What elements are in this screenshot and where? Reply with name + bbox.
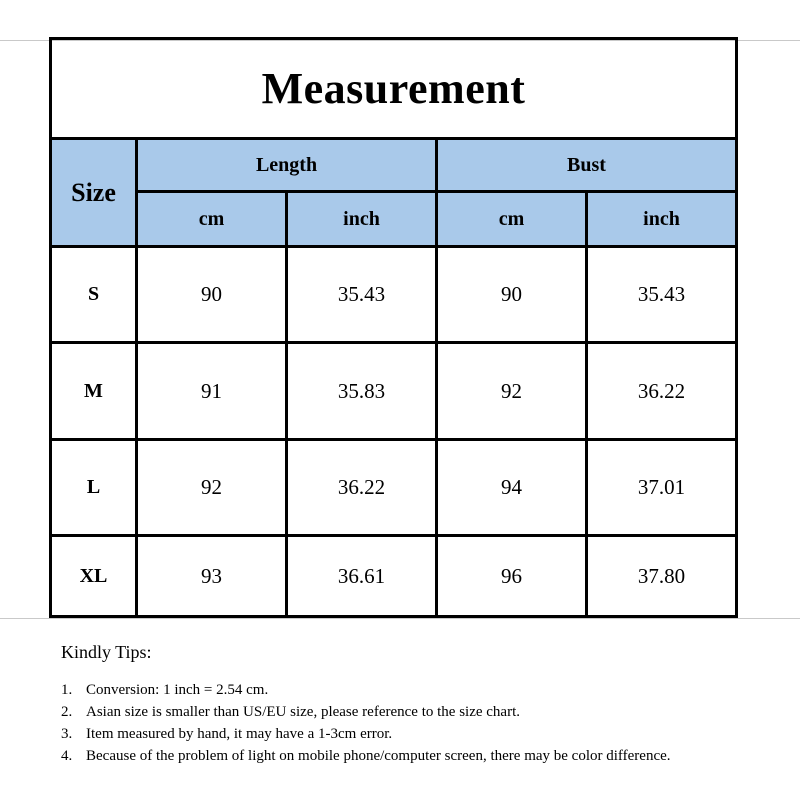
bust-cm-cell: 94 [438,441,588,537]
bust-cm-cell: 96 [438,537,588,615]
size-cell: XL [52,537,138,615]
tip-text: Item measured by hand, it may have a 1-3cm error. [86,726,393,742]
tips-section [61,642,761,767]
tip-number: 3. [61,726,73,742]
length-cm-cell: 93 [138,537,288,615]
tip-text: Conversion: 1 inch = 2.54 cm. [86,682,269,698]
tip-item [61,723,761,745]
tip-item [61,745,761,767]
bust-inch-cell: 37.01 [588,441,735,537]
bottom-divider-line [0,618,800,619]
bust-cm-cell: 90 [438,248,588,344]
tip-number: 2. [61,704,73,720]
tips-list [61,679,761,767]
size-cell: L [52,441,138,537]
length-inch-cell: 36.22 [288,441,438,537]
length-group-header: Length [138,140,438,193]
tip-item [61,701,761,723]
bust-group-header: Bust [438,140,735,193]
tip-text: Because of the problem of light on mobile phone/computer screen, there may be color difference. [86,748,671,764]
bust-inch-header: inch [588,193,735,248]
size-cell: M [52,344,138,441]
length-inch-cell: 36.61 [288,537,438,615]
length-cm-header: cm [138,193,288,248]
length-cm-cell: 90 [138,248,288,344]
table-title: Measurement [52,40,735,140]
tips-title: Kindly Tips: [61,642,152,662]
bust-inch-cell: 37.80 [637,563,686,588]
size-chart-table [49,37,738,618]
length-inch-cell: 35.83 [288,344,438,441]
bust-inch-cell: 35.43 [588,248,735,344]
length-cm-cell: 92 [138,441,288,537]
tip-item [61,679,761,701]
length-cm-cell: 91 [138,344,288,441]
bust-inch-cell: 36.22 [588,344,735,441]
length-inch-cell: 35.43 [288,248,438,344]
size-cell: S [52,248,138,344]
tip-text: Asian size is smaller than US/EU size, please reference to the size chart. [86,704,520,720]
bust-cm-header: cm [438,193,588,248]
length-inch-header: inch [288,193,438,248]
tip-number: 4. [61,748,73,764]
size-column-header: Size [52,140,138,248]
bust-cm-cell: 92 [438,344,588,441]
tip-number: 1. [61,682,73,698]
